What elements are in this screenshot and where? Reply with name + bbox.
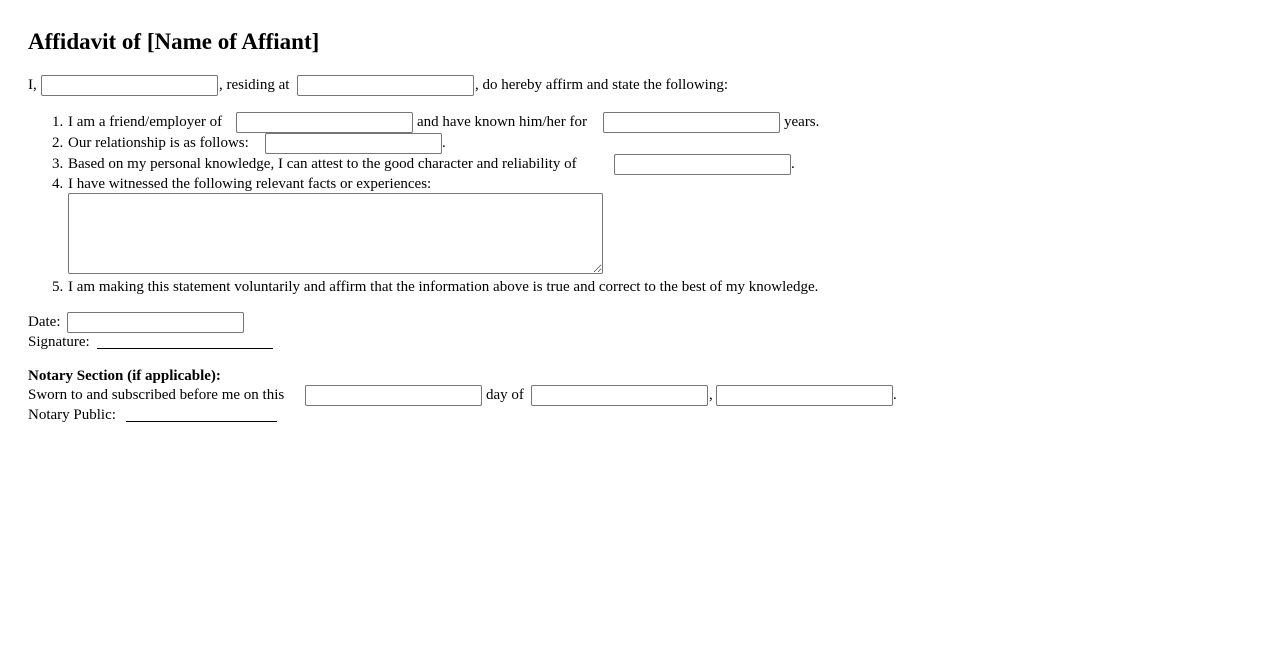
- notary-signature-line: [126, 421, 277, 422]
- intro-prefix: I,: [28, 77, 37, 93]
- date-field[interactable]: [67, 312, 244, 333]
- item-2-number: 2.: [52, 135, 64, 151]
- years-known-field[interactable]: [603, 112, 780, 133]
- item-1-text: I am a friend/employer of: [68, 114, 223, 130]
- date-label: Date:: [28, 314, 61, 330]
- item-5-text: I am making this statement voluntarily and affirm that the information above is true and correct to the best of my knowledge.: [68, 279, 819, 295]
- item-2-period: .: [442, 135, 446, 151]
- item-1-known-text: and have known him/her for: [417, 114, 587, 130]
- intro-suffix-text: , do hereby affirm and state the following:: [475, 77, 728, 93]
- facts-textarea[interactable]: [68, 193, 603, 274]
- notary-public-label: Notary Public:: [28, 407, 116, 423]
- item-1-number: 1.: [52, 114, 64, 130]
- notary-comma: ,: [709, 387, 713, 403]
- intro-residing-text: , residing at: [219, 77, 290, 93]
- item-5-number: 5.: [52, 279, 64, 295]
- character-of-field[interactable]: [614, 154, 791, 175]
- item-2-text: Our relationship is as follows:: [68, 135, 249, 151]
- sworn-year-field[interactable]: [716, 385, 893, 406]
- item-3-period: .: [791, 156, 795, 172]
- subject-name-field[interactable]: [236, 112, 413, 133]
- page-title: Affidavit of [Name of Affiant]: [28, 29, 320, 54]
- affiant-name-field[interactable]: [41, 75, 218, 96]
- item-3-number: 3.: [52, 156, 64, 172]
- relationship-field[interactable]: [265, 133, 442, 154]
- signature-label: Signature:: [28, 334, 90, 350]
- item-4-number: 4.: [52, 176, 64, 192]
- item-3-text: Based on my personal knowledge, I can attest to the good character and reliability of: [68, 156, 577, 172]
- residence-field[interactable]: [297, 75, 474, 96]
- item-4-text: I have witnessed the following relevant facts or experiences:: [68, 176, 432, 192]
- notary-sworn-text: Sworn to and subscribed before me on this: [28, 387, 285, 403]
- notary-heading: Notary Section (if applicable):: [28, 368, 221, 384]
- sworn-day-field[interactable]: [305, 385, 482, 406]
- signature-line: [97, 348, 273, 349]
- notary-day-of-text: day of: [486, 387, 524, 403]
- notary-period: .: [893, 387, 897, 403]
- sworn-month-field[interactable]: [531, 385, 708, 406]
- item-1-years-text: years.: [784, 114, 820, 130]
